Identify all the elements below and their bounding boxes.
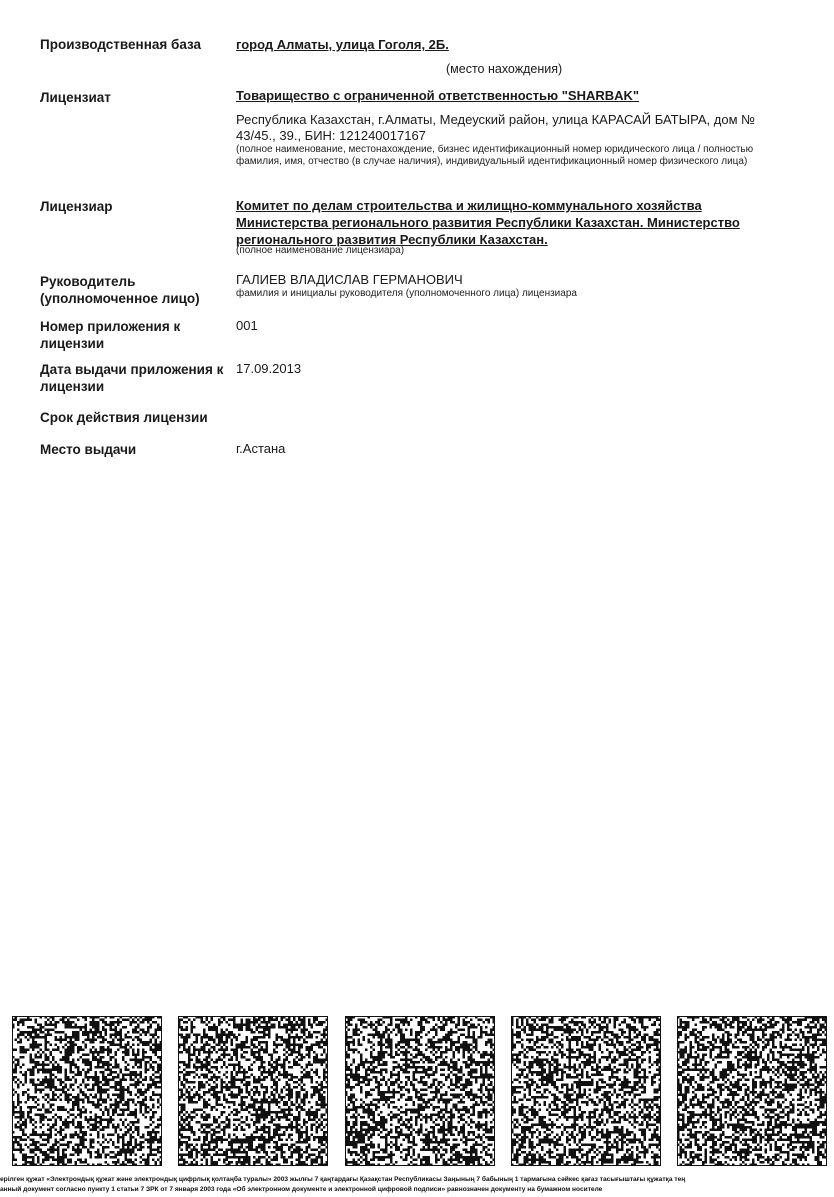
production-base-address: город Алматы, улица Гоголя, 2Б. [236, 37, 449, 52]
production-base-label: Производственная база [40, 37, 202, 52]
qr-code-row [12, 1016, 828, 1166]
licensee-note: (полное наименование, местонахождение, бизнес идентификационный номер юридического лица / полностью фамилия, имя, отчество (в случае наличия), индивидуальный идентификационный номер физического лица) [236, 144, 754, 167]
licensee-name: Товарищество с ограниченной ответственностью "SHARBAK" [236, 88, 640, 103]
licensee-label: Лицензиат [40, 90, 111, 105]
licensor-note: (полное наименование лицензиара) [236, 245, 405, 256]
licensee-details: Республика Казахстан, г.Алматы, Медеуский район, улица КАРАСАЙ БАТЫРА, дом № 43/45., 39., БИН: 121240017167 [236, 112, 756, 143]
production-base-note: (место нахождения) [446, 62, 563, 76]
head-label: Руководитель (уполномоченное лицо) [40, 274, 200, 306]
footer-line-russian: анный документ согласно пункту 1 статьи 7 ЗРК от 7 января 2003 года «Об электронном документе и электронной цифровой подписи» равнозначен документу на бумажном носителе [0, 1186, 603, 1193]
qr-code-2 [178, 1016, 328, 1166]
qr-code-4 [511, 1016, 661, 1166]
head-note: фамилия и инициалы руководителя (уполномоченного лица) лицензиара [236, 288, 577, 299]
qr-code-1 [12, 1016, 162, 1166]
issue-place-label: Место выдачи [40, 442, 137, 457]
head-name: ГАЛИЕВ ВЛАДИСЛАВ ГЕРМАНОВИЧ [236, 272, 463, 287]
qr-code-3 [345, 1016, 495, 1166]
appendix-number-value: 001 [236, 318, 258, 333]
qr-code-5 [677, 1016, 827, 1166]
licensor-name: Комитет по делам строительства и жилищно-коммунального хозяйства Министерства регионального развития Республики Казахстан. Министерство регионального развития Республики Казахстан. [236, 198, 740, 247]
appendix-number-label: Номер приложения к лицензии [40, 319, 181, 351]
licensor-label: Лицензиар [40, 199, 113, 214]
footer-line-kazakh: ерілген құжат «Электрондық құжат және электрондық цифрлық қолтаңба туралы» 2003 жылғы 7 қаңтардағы Қазақстан Республикасы Заңының 7 бабының 1 тармағына сәйкес қағаз тасығыштағы құжатқа тең [0, 1176, 686, 1183]
issue-place-value: г.Астана [236, 441, 286, 456]
issue-date-label: Дата выдачи приложения к лицензии [40, 362, 224, 394]
issue-date-value: 17.09.2013 [236, 361, 302, 376]
validity-label: Срок действия лицензии [40, 410, 208, 425]
